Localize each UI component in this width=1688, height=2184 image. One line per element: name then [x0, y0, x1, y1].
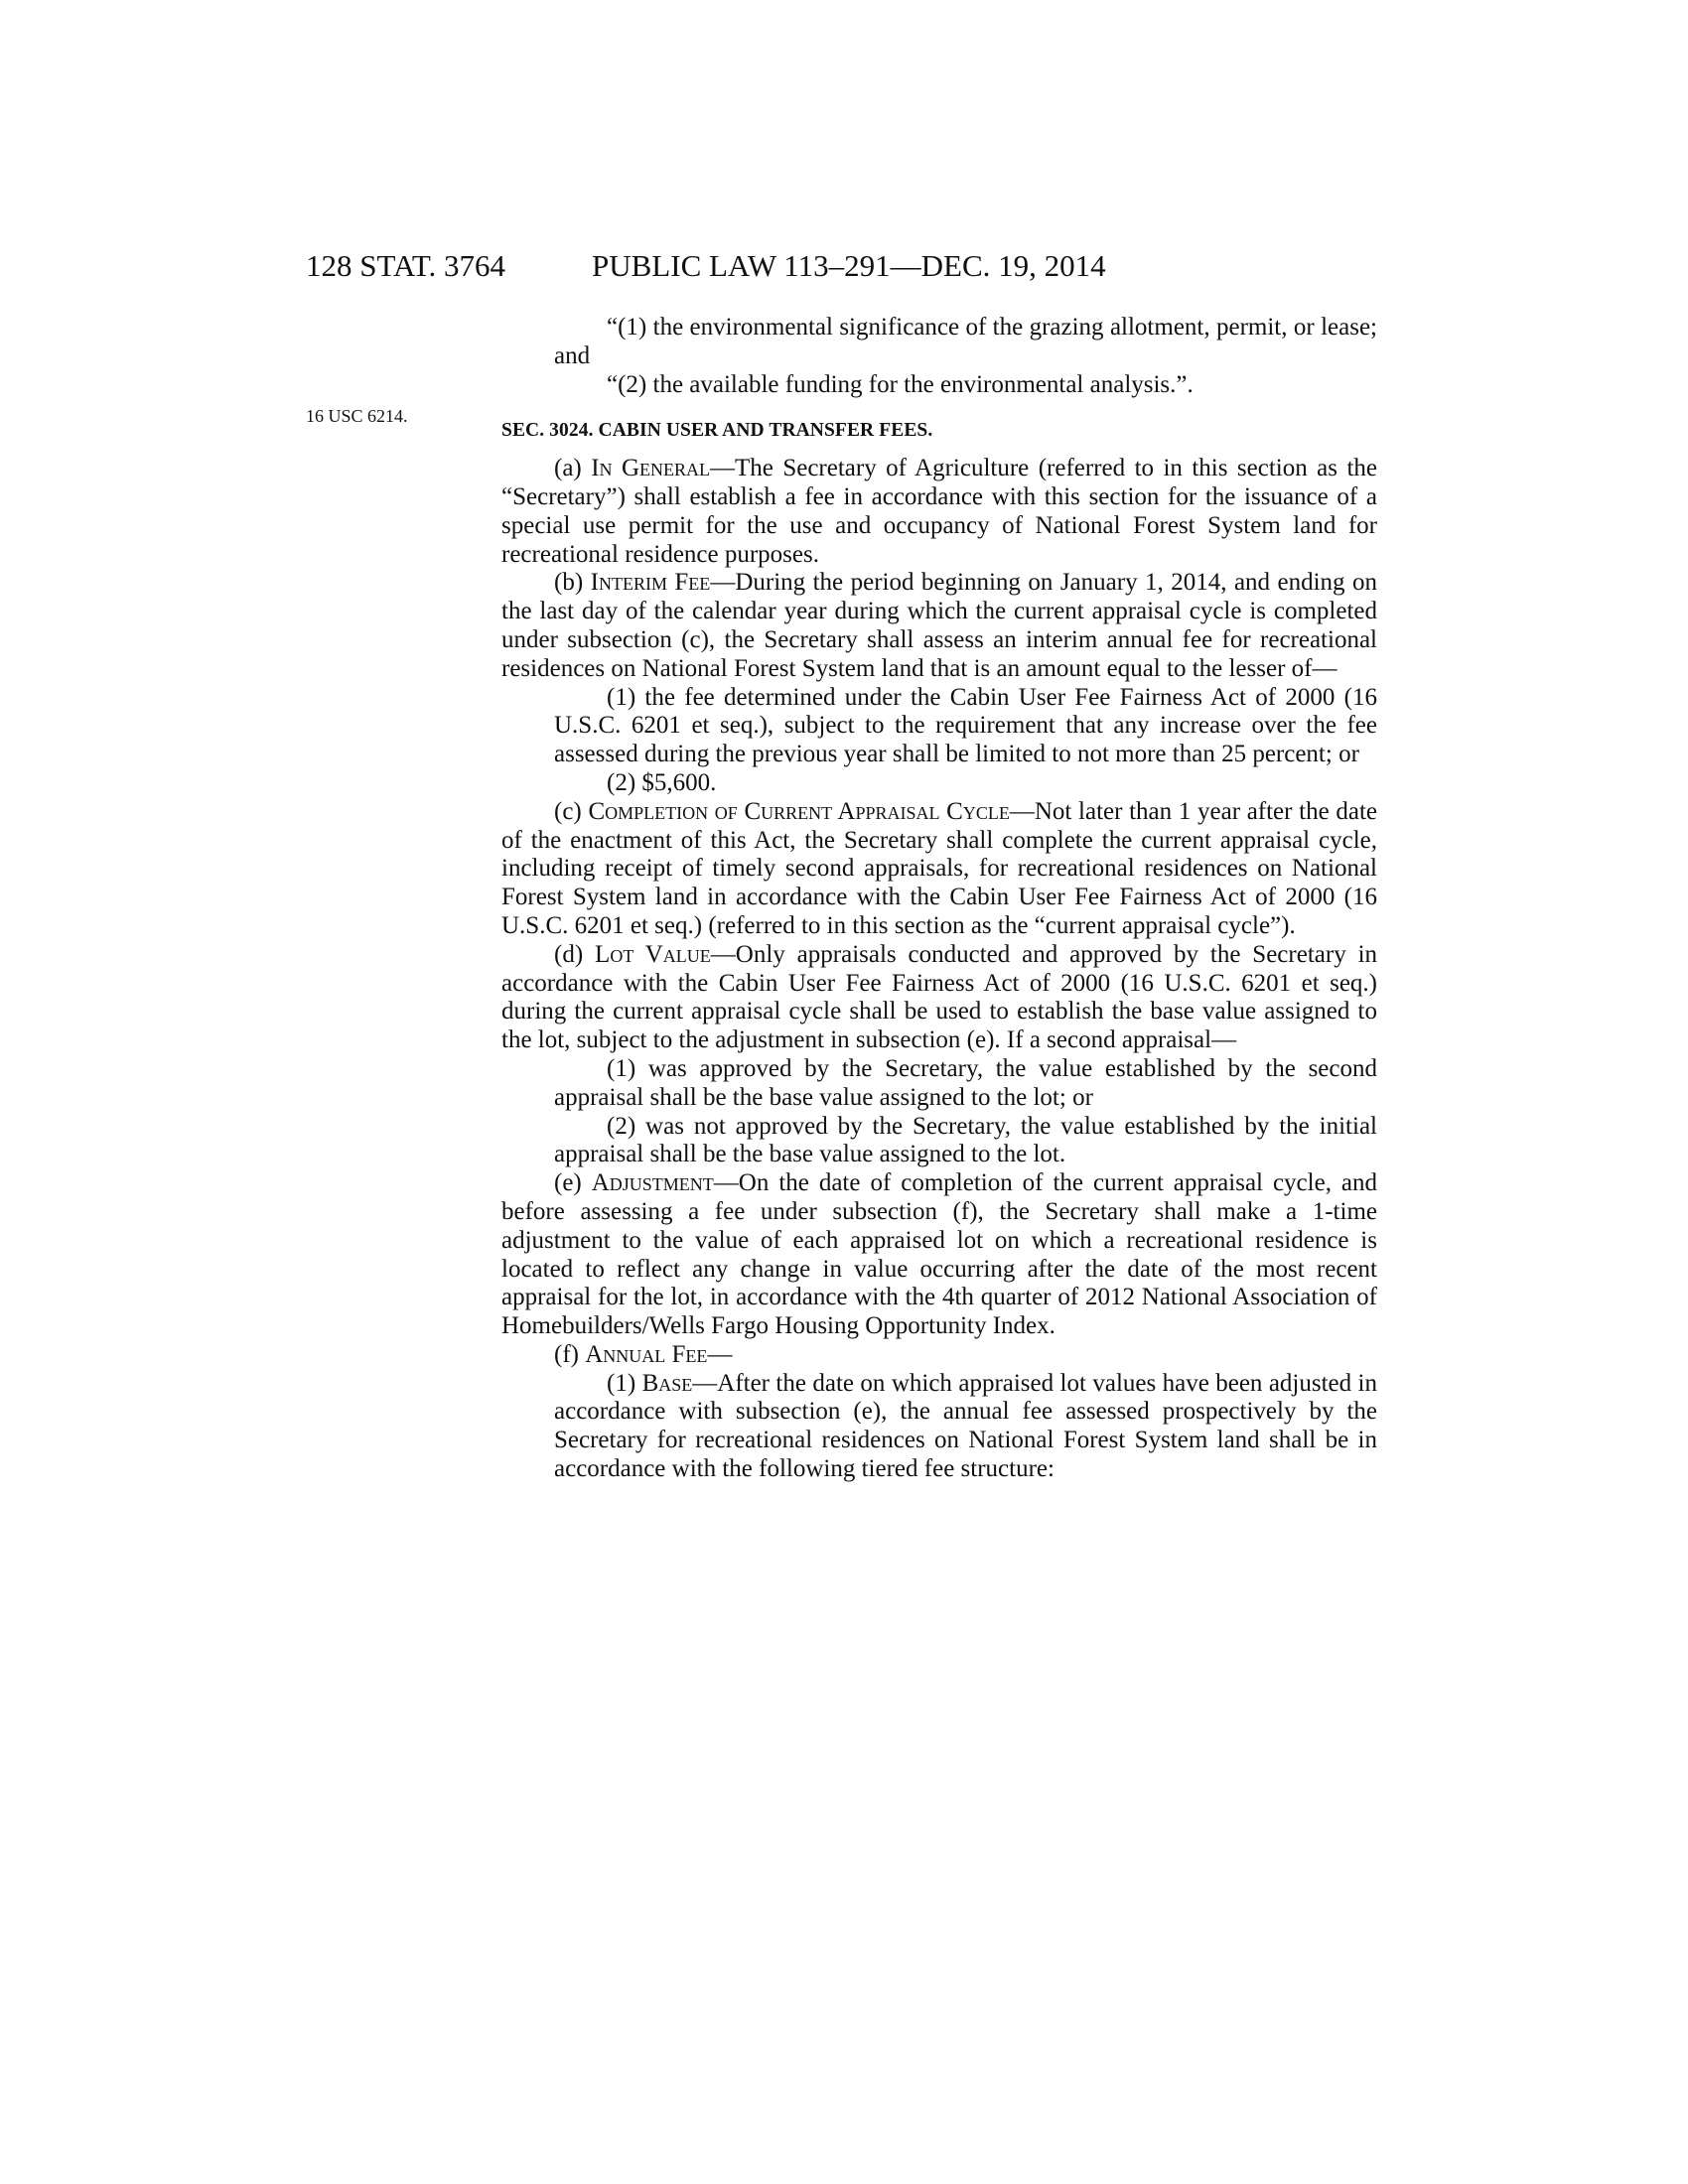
page-body [501, 314, 1377, 1484]
subsection-f [501, 1341, 1377, 1370]
continuation-item-2: “(2) the available funding for the environmental analysis.”. [607, 370, 1194, 398]
subsection-a [501, 455, 1377, 569]
section-title: SEC. 3024. CABIN USER AND TRANSFER FEES. [501, 420, 933, 442]
subsection-f-item-1-label: (1) [607, 1369, 636, 1397]
subsection-b-heading: Interim Fee [590, 569, 711, 597]
subsection-d-heading: Lot Value [595, 940, 711, 968]
margin-note-usc: 16 USC 6214. [306, 406, 408, 426]
subsection-f-item-1 [501, 1370, 1377, 1484]
subsection-f-label: (f) [554, 1340, 579, 1368]
subsection-b-label: (b) [554, 569, 584, 597]
subsection-e [501, 1169, 1377, 1341]
subsection-c-text: —Not later than 1 year after the date of the enactment of this Act, the Secretary shall complete the current appraisal cycle, including receipt of timely second appraisals, for recreational residences on National Forest System land in accordance with the Cabin User Fee Fairness Act of 2000 (16 U.S.C. 6201 et seq.) (referred to in this section as the “current appraisal cycle”). [501, 797, 1378, 939]
subsection-f-item-1-heading: Base [641, 1369, 693, 1397]
subsection-d [501, 941, 1377, 1055]
subsection-c [501, 798, 1377, 941]
subsection-a-text: —The Secretary of Agriculture (referred to in this section as the “Secretary”) shall establish a fee in accordance with this section for the issuance of a special use permit for the use and occupancy of National Forest System land for recreational residence purposes. [501, 455, 1377, 568]
subsection-d-item-2: (2) was not approved by the Secretary, the value established by the initial appraisal shall be the base value assigned to the lot. [554, 1112, 1377, 1168]
subsection-e-heading: Adjustment [591, 1169, 714, 1197]
page-stat-citation: 128 STAT. 3764 [306, 248, 506, 283]
subsection-b-text: —During the period beginning on January 1, 2014, and ending on the last day of the calendar year during which the current appraisal cycle is completed under subsection (c), the Secretary shall assess an interim annual fee for recreational residences on National Forest System land that is an amount equal to the lesser of— [501, 569, 1378, 682]
subsection-d-label: (d) [554, 940, 584, 968]
subsection-c-label: (c) [554, 797, 582, 825]
subsection-d-text: —Only appraisals conducted and approved by the Secretary in accordance with the Cabin User Fee Fairness Act of 2000 (16 U.S.C. 6201 et seq.) during the current appraisal cycle shall be used to establish the base value assigned to the lot, subject to the adjustment in subsection (e). If a second appraisal— [501, 940, 1378, 1054]
subsection-a-heading: In General [591, 455, 711, 482]
continuation-item-1: “(1) the environmental significance of the grazing allotment, permit, or lease; and [554, 314, 1377, 369]
subsection-a-label: (a) [554, 455, 582, 482]
running-header: PUBLIC LAW 113–291—DEC. 19, 2014 [592, 248, 1106, 283]
subsection-e-text: —On the date of completion of the current appraisal cycle, and before assessing a fee under subsection (f), the Secretary shall make a 1-time adjustment to the value of each appraised lot on which a recreational residence is located to reflect any change in value occurring after the date of the most recent appraisal for the lot, in accordance with the 4th quarter of 2012 National Association of Homebuilders/Wells Fargo Housing Opportunity Index. [501, 1169, 1378, 1340]
subsection-b-item-2: (2) $5,600. [607, 768, 717, 796]
subsection-e-label: (e) [554, 1169, 582, 1197]
subsection-d-item-1: (1) was approved by the Secretary, the value established by the second appraisal shall be the base value assigned to the lot; or [554, 1054, 1377, 1111]
subsection-f-heading: Annual Fee [585, 1340, 708, 1368]
subsection-b-item-1: (1) the fee determined under the Cabin User Fee Fairness Act of 2000 (16 U.S.C. 6201 et seq.), subject to the requirement that any increase over the fee assessed during the previous year shall be limited to not more than 25 percent; or [554, 683, 1377, 768]
subsection-f-text: — [707, 1340, 733, 1368]
subsection-f-item-1-text: —After the date on which appraised lot values have been adjusted in accordance with subsection (e), the annual fee assessed prospectively by the Secretary for recreational residences on National Forest System land shall be in accordance with the following tiered fee structure: [554, 1369, 1378, 1483]
subsection-c-heading: Completion of Current Appraisal Cycle [588, 797, 1010, 825]
subsection-b [501, 569, 1377, 683]
